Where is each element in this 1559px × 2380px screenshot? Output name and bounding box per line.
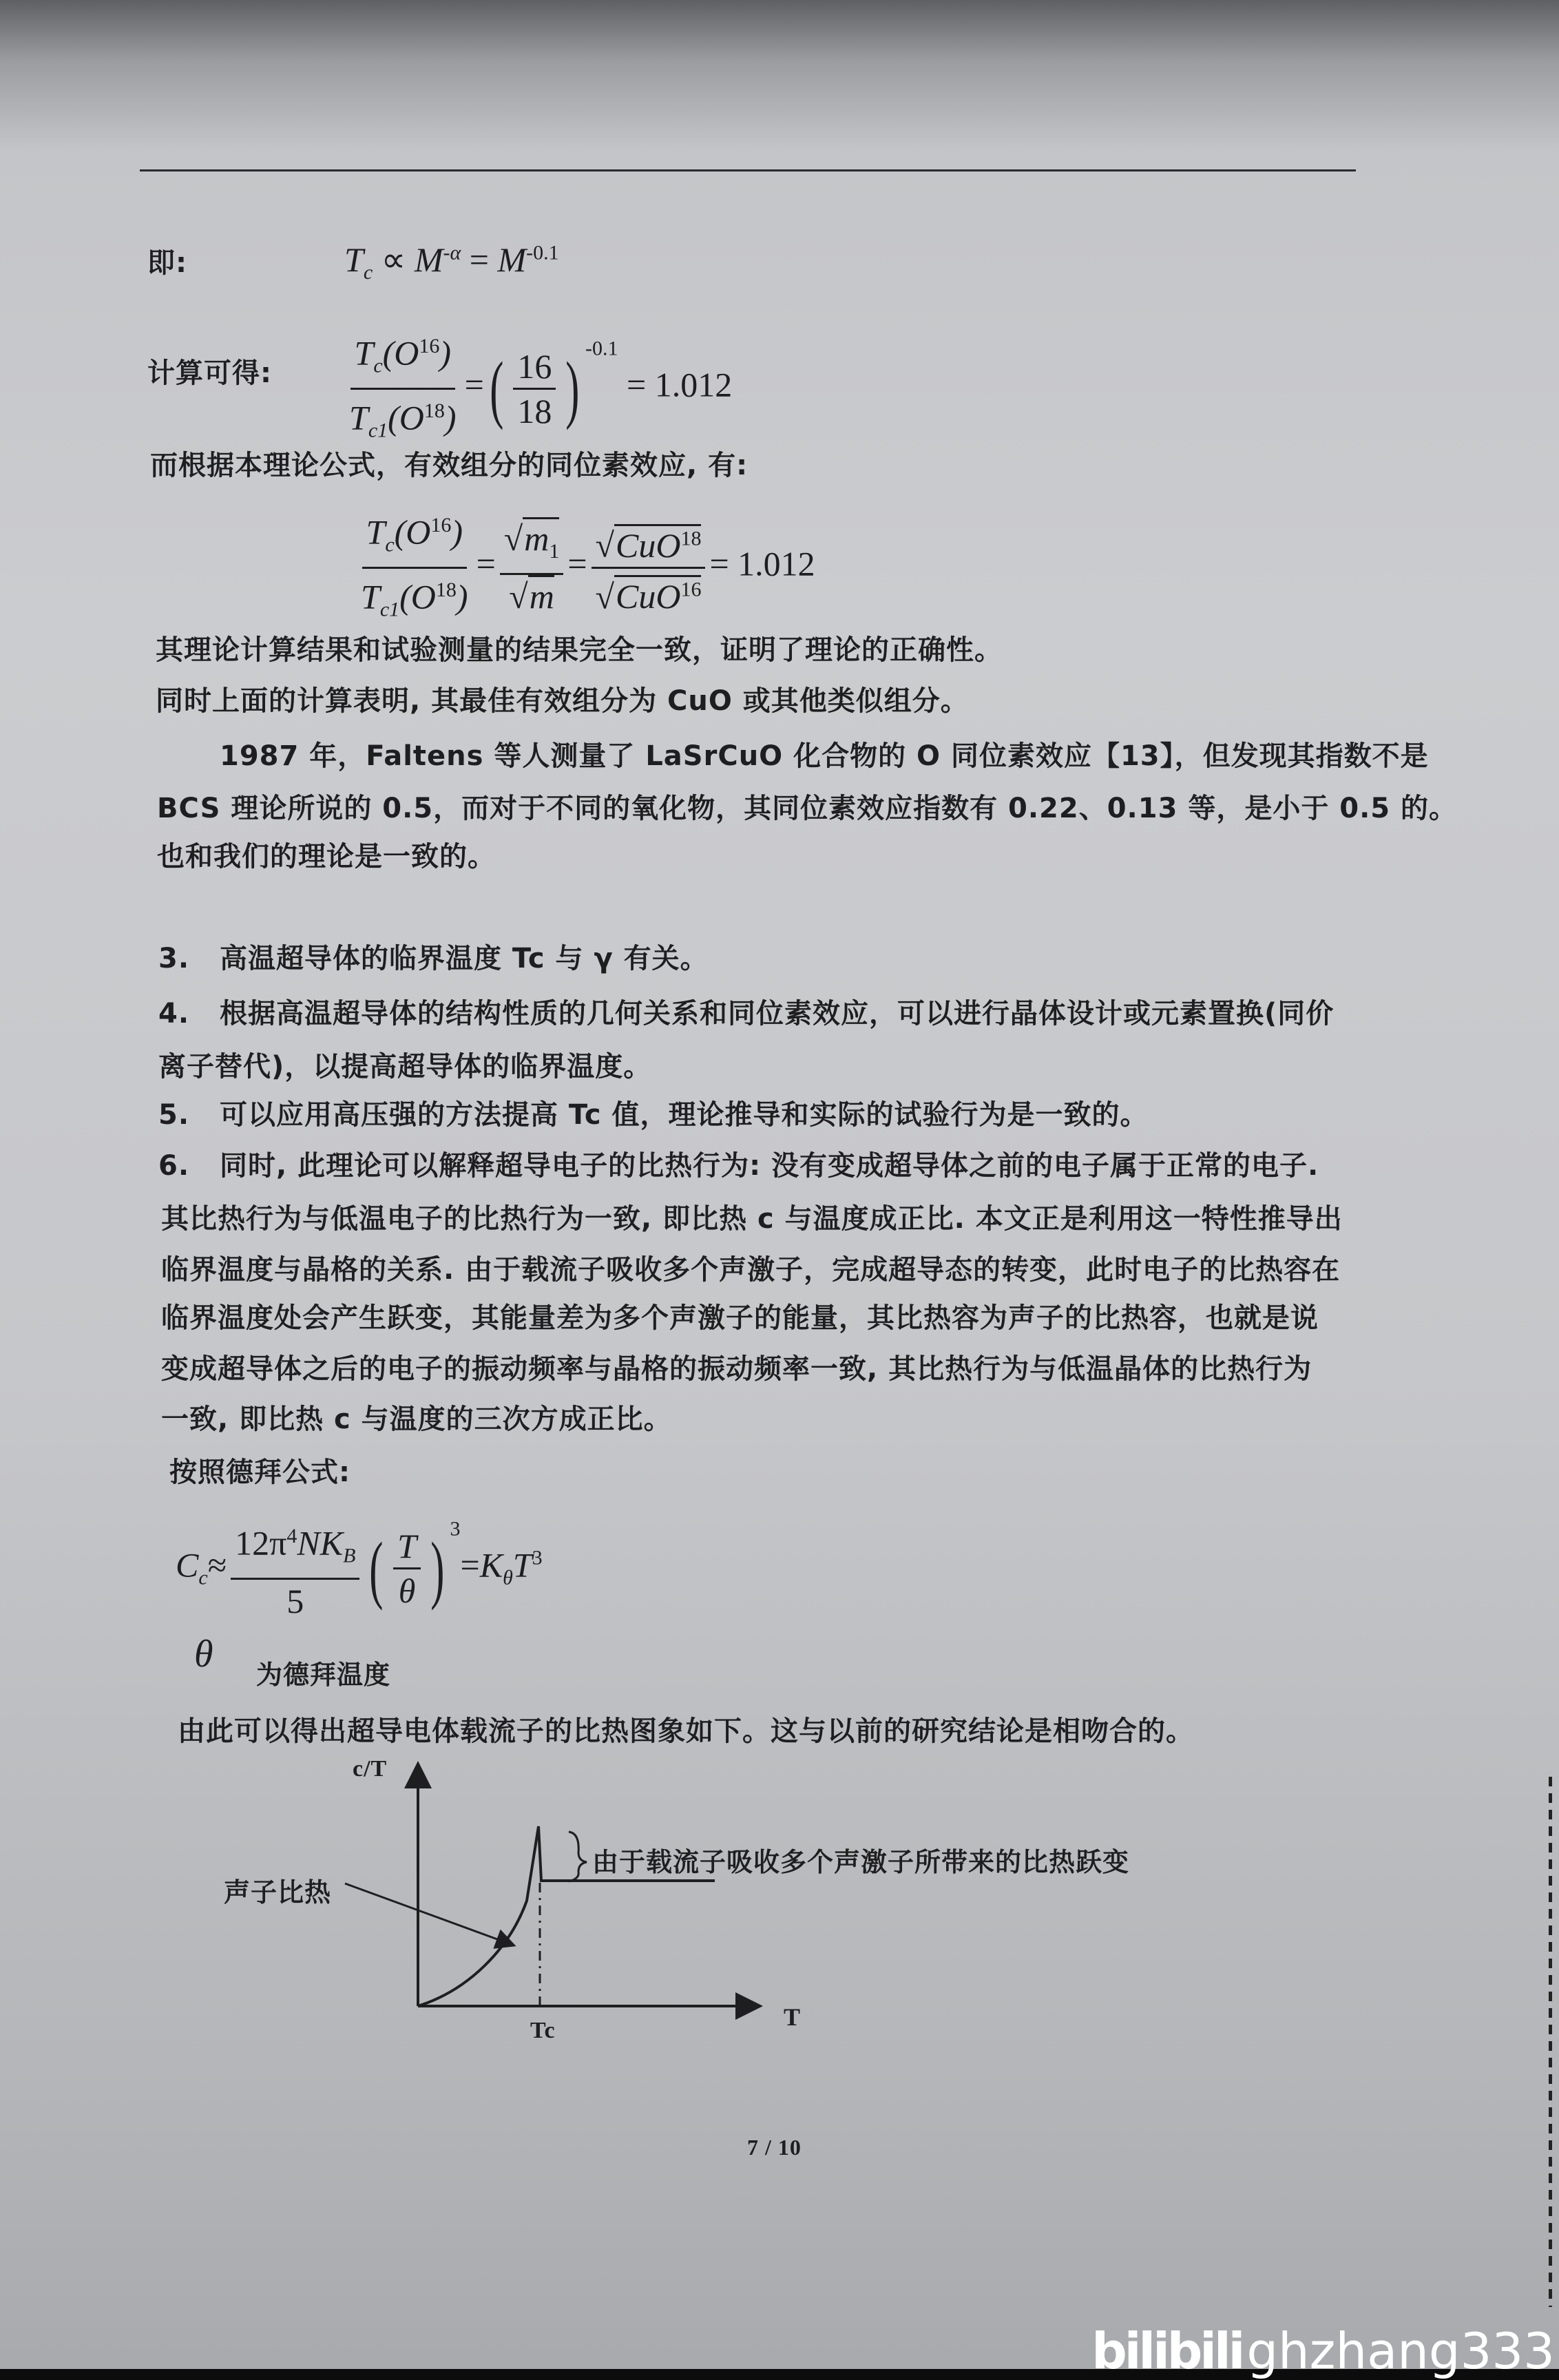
paragraph-line: BCS 理论所说的 0.5，而对于不同的氧化物，其同位素效应指数有 0.22、0.13 等，是小于 0.5 的。 — [157, 793, 1458, 824]
equation-debye: $C_c\approx$ $\frac{12\pi^4NK_B}{5}$ ( $\frac{T}{\theta}$ ) $^3=K_\theta T^3$ — [176, 1515, 543, 1622]
item-line: 离子替代)，以提高超导体的临界温度。 — [158, 1051, 652, 1083]
equation-tc-proportional: $T_c \propto M^{-\alpha} = M^{-0.1}$ — [344, 240, 559, 284]
y-axis-label: c/T — [353, 1756, 388, 1782]
bilibili-logo: bilibili — [1091, 2322, 1243, 2380]
eq2-label: 计算可得: — [147, 357, 272, 389]
item-line: 同时, 此理论可以解释超导电子的比热行为: 没有变成超导体之前的电子属于正常的电子. — [220, 1150, 1319, 1182]
jump-brace — [569, 1832, 587, 1881]
phonon-label: 声子比热 — [224, 1877, 332, 1908]
item-line: 一致, 即比热 c 与温度的三次方成正比。 — [161, 1403, 672, 1435]
item-number: 3. — [158, 943, 190, 974]
item-line: 其比热行为与低温电子的比热行为一致, 即比热 c 与温度成正比. 本文正是利用这一特性推导出 — [161, 1203, 1343, 1235]
paragraph-line: 也和我们的理论是一致的。 — [157, 841, 496, 873]
item-number: 6. — [158, 1150, 190, 1182]
x-axis-label: T — [784, 2003, 802, 2031]
item-number: 5. — [158, 1099, 190, 1131]
paragraph: 同时上面的计算表明, 其最佳有效组分为 CuO 或其他类似组分。 — [156, 685, 969, 717]
phonon-arrow — [345, 1883, 512, 1945]
page-number: 7 / 10 — [747, 2135, 802, 2160]
equation-ratio-calc: $\frac{T_c(O^{16})}{T_{c1}(O^{18})}$ =( $\frac{16}{18}$ ) $^{-0.1}$ = 1.012 — [341, 325, 732, 452]
bilibili-watermark — [1091, 2324, 1555, 2379]
item-line: 可以应用高压强的方法提高 Tc 值，理论推导和实际的试验行为是一致的。 — [220, 1099, 1149, 1131]
paragraph: 而根据本理论公式，有效组分的同位素效应, 有: — [150, 450, 749, 481]
paragraph: 按照德拜公式: — [169, 1457, 350, 1488]
tc-label: Tc — [530, 2018, 556, 2043]
theta-description: 为德拜温度 — [256, 1660, 391, 1690]
item-line: 临界温度处会产生跃变，其能量差为多个声激子的能量，其比热容为声子的比热容，也就是说 — [161, 1302, 1319, 1334]
paragraph: 其理论计算结果和试验测量的结果完全一致，证明了理论的正确性。 — [156, 634, 1003, 666]
item-line: 根据高温超导体的结构性质的几何关系和同位素效应，可以进行晶体设计或元素置换(同价 — [220, 998, 1335, 1030]
paper-edge — [1549, 1777, 1552, 2307]
eq1-label: 即: — [147, 247, 187, 279]
theta-symbol: θ — [194, 1633, 213, 1676]
item-line: 高温超导体的临界温度 Tc 与 γ 有关。 — [220, 943, 709, 974]
item-line: 临界温度与晶格的关系. 由于载流子吸收多个声激子，完成超导态的转变，此时电子的比热容在 — [161, 1254, 1341, 1286]
paragraph-line: 1987 年，Faltens 等人测量了 LaSrCuO 化合物的 O 同位素效应【13】，但发现其指数不是 — [220, 740, 1429, 772]
item-number: 4. — [158, 998, 190, 1030]
jump-label: 由于载流子吸收多个声激子所带来的比热跃变 — [592, 1847, 1130, 1877]
equation-isotope-effect: $\frac{T_c(O^{16})}{T_{c1}(O^{18})}$ = $\frac{√m_1}{√m}$ = $\frac{√CuO^{18}}{√CuO^{16}}$ = 1.012 — [353, 504, 815, 631]
paragraph: 由此可以得出超导电体载流子的比热图象如下。这与以前的研究结论是相吻合的。 — [178, 1715, 1194, 1747]
item-line: 变成超导体之后的电子的振动频率与晶格的振动频率一致, 其比热行为与低温晶体的比热行为 — [161, 1353, 1312, 1385]
watermark-username: ghzhang333 — [1246, 2322, 1555, 2380]
